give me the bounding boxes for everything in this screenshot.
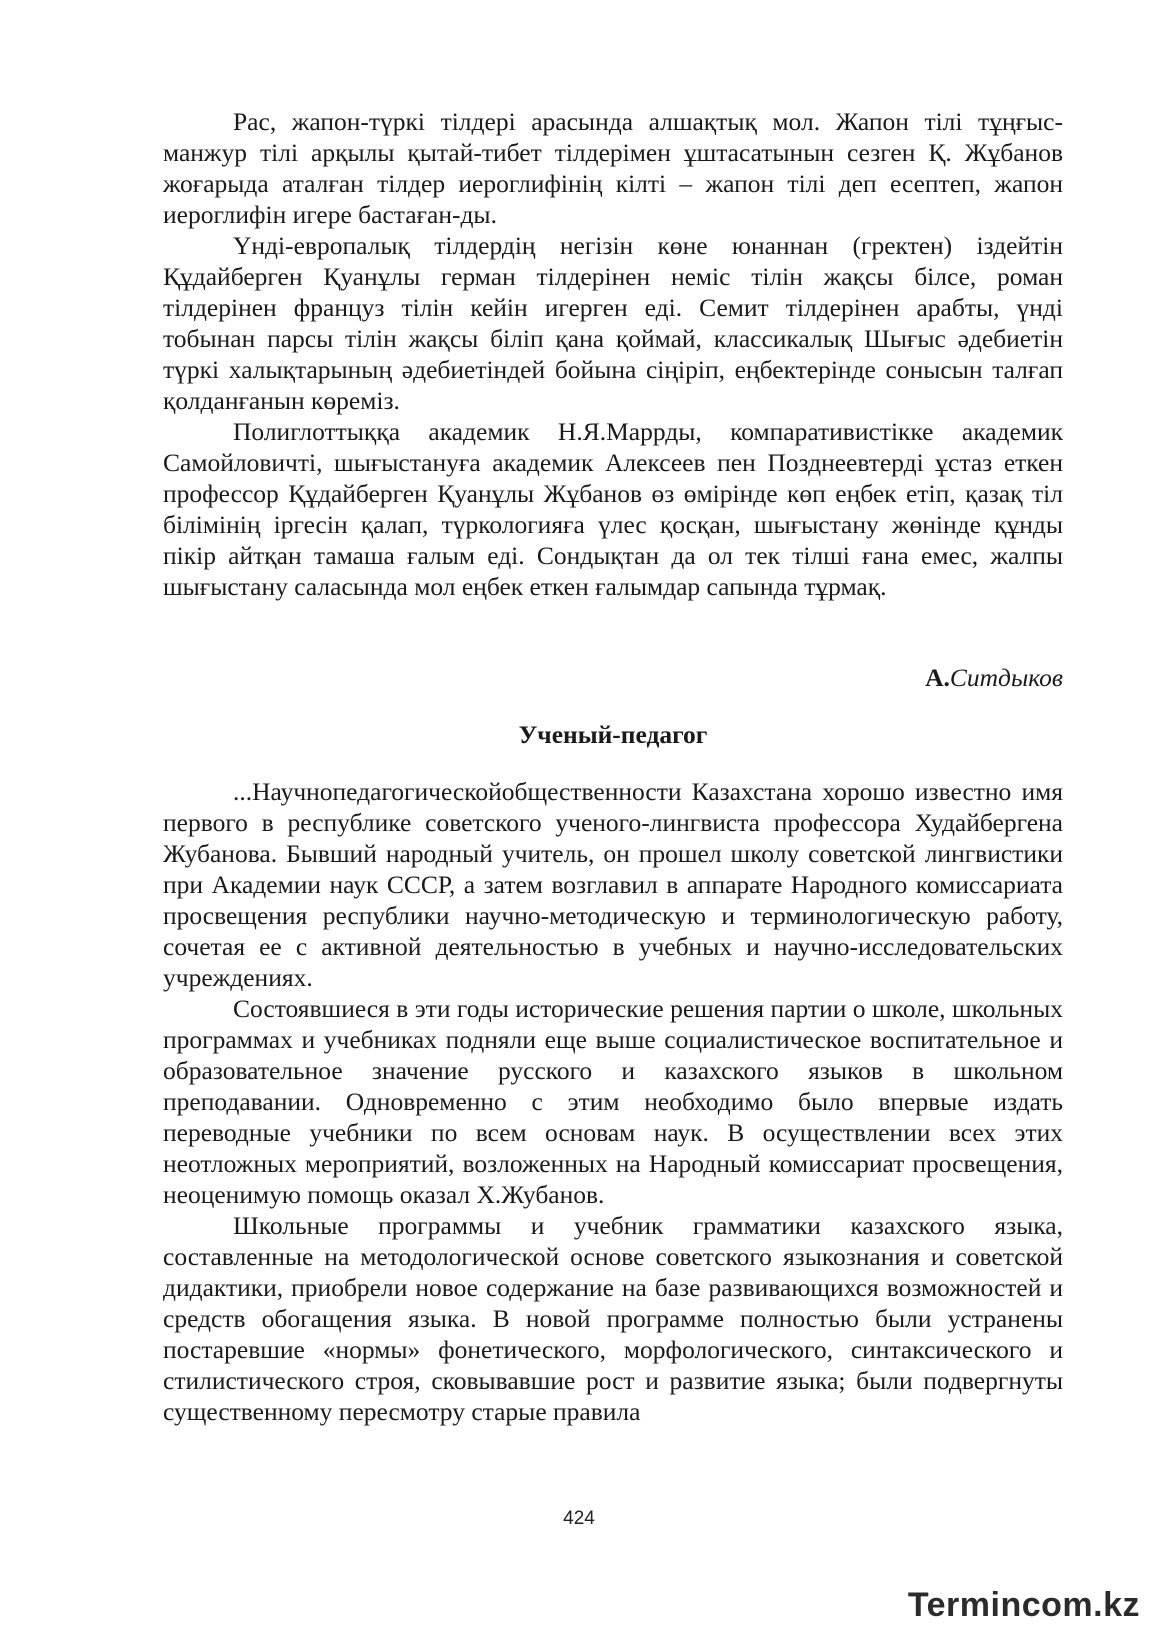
paragraph-ru-3: Школьные программы и учебник грамматики казахского языка, составленные на методологической основе советского языкознания и советской дидактики, приобрели новое содержание на базе развивающихся возможностей и средств обогащения языка. В новой программе полностью были устранены постаревшие «нормы» фонетического, морфологического, синтаксического и стилистического строя, сковывавшие рост и развитие языка; были подвергнуты существенному пересмотру старые правила (163, 1211, 1063, 1426)
section-title: Ученый-педагог (518, 720, 708, 749)
site-watermark: Termincom.kz (907, 1586, 1140, 1624)
paragraph-ru-1: ...Научнопедагогическойобщественности Казахстана хорошо известно имя первого в республике советского ученого-лингвиста профессора Худайбергена Жубанова. Бывший народный учитель, он прошел школу советской лингвистики при Академии наук СССР, а затем возглавил в аппарате Народного комиссариата просвещения республики научно-методическую и терминологическую работу, сочетая ее с активной деятельностью в учебных и научно-исследовательских учреждениях. (163, 777, 1063, 992)
author-surname: Ситдыков (949, 663, 1063, 692)
paragraph-kz-1: Рас, жапон-түркі тілдері арасында алшақтық мол. Жапон тілі тұңғыс-манжур тілі арқылы қытай-тибет тілдерімен ұштасатынын сезген Қ. Жұбанов жоғарыда аталған тілдер иероглифінің кілті – жапон тілі деп есептеп, жапон иероглифін игере бастаған-ды. (163, 107, 1063, 229)
author-signature (163, 662, 1063, 693)
paragraph-kz-3: Полиглоттыққа академик Н.Я.Маррды, компаративистікке академик Самойловичті, шығыстануға академик Алексеев пен Позднеевтерді ұстаз еткен профессор Құдайберген Қуанұлы Жұбанов өз өмірінде көп еңбек етіп, қазақ тіл білімінің іргесін қалап, түркологияға үлес қосқан, шығыстану жөнінде құнды пікір айтқан тамаша ғалым еді. Сондықтан да ол тек тілші ғана емес, жалпы шығыстану саласында мол еңбек еткен ғалымдар сапында тұрмақ. (163, 417, 1063, 601)
paragraph-ru-2: Состоявшиеся в эти годы исторические решения партии о школе, школьных программах и учебниках подняли еще выше социалистическое воспитательное и образовательное значение русского и казахского языков в школьном преподавании. Одновременно с этим необходимо было впервые издать переводные учебники по всем основам наук. В осуществлении всех этих неотложных мероприятий, возложенных на Народный комиссариат просвещения, неоценимую помощь оказал Х.Жубанов. (163, 994, 1063, 1209)
author-initial: А. (925, 663, 950, 692)
page-number: 424 (563, 1508, 595, 1529)
document-page (163, 106, 1063, 1427)
paragraph-kz-2: Үнді-европалық тілдердің негізін көне юнаннан (гректен) іздейтін Құдайберген Қуанұлы герман тілдерінен неміс тілін жақсы білсе, роман тілдерінен француз тілін кейін игерген еді. Семит тілдерінен арабты, үнді тобынан парсы тілін жақсы біліп қана қоймай, классикалық Шығыс әдебиетін түркі халықтарының әдебиетіндей бойына сіңіріп, еңбектерінде сонысын талғап қолданғанын көреміз. (163, 231, 1063, 415)
